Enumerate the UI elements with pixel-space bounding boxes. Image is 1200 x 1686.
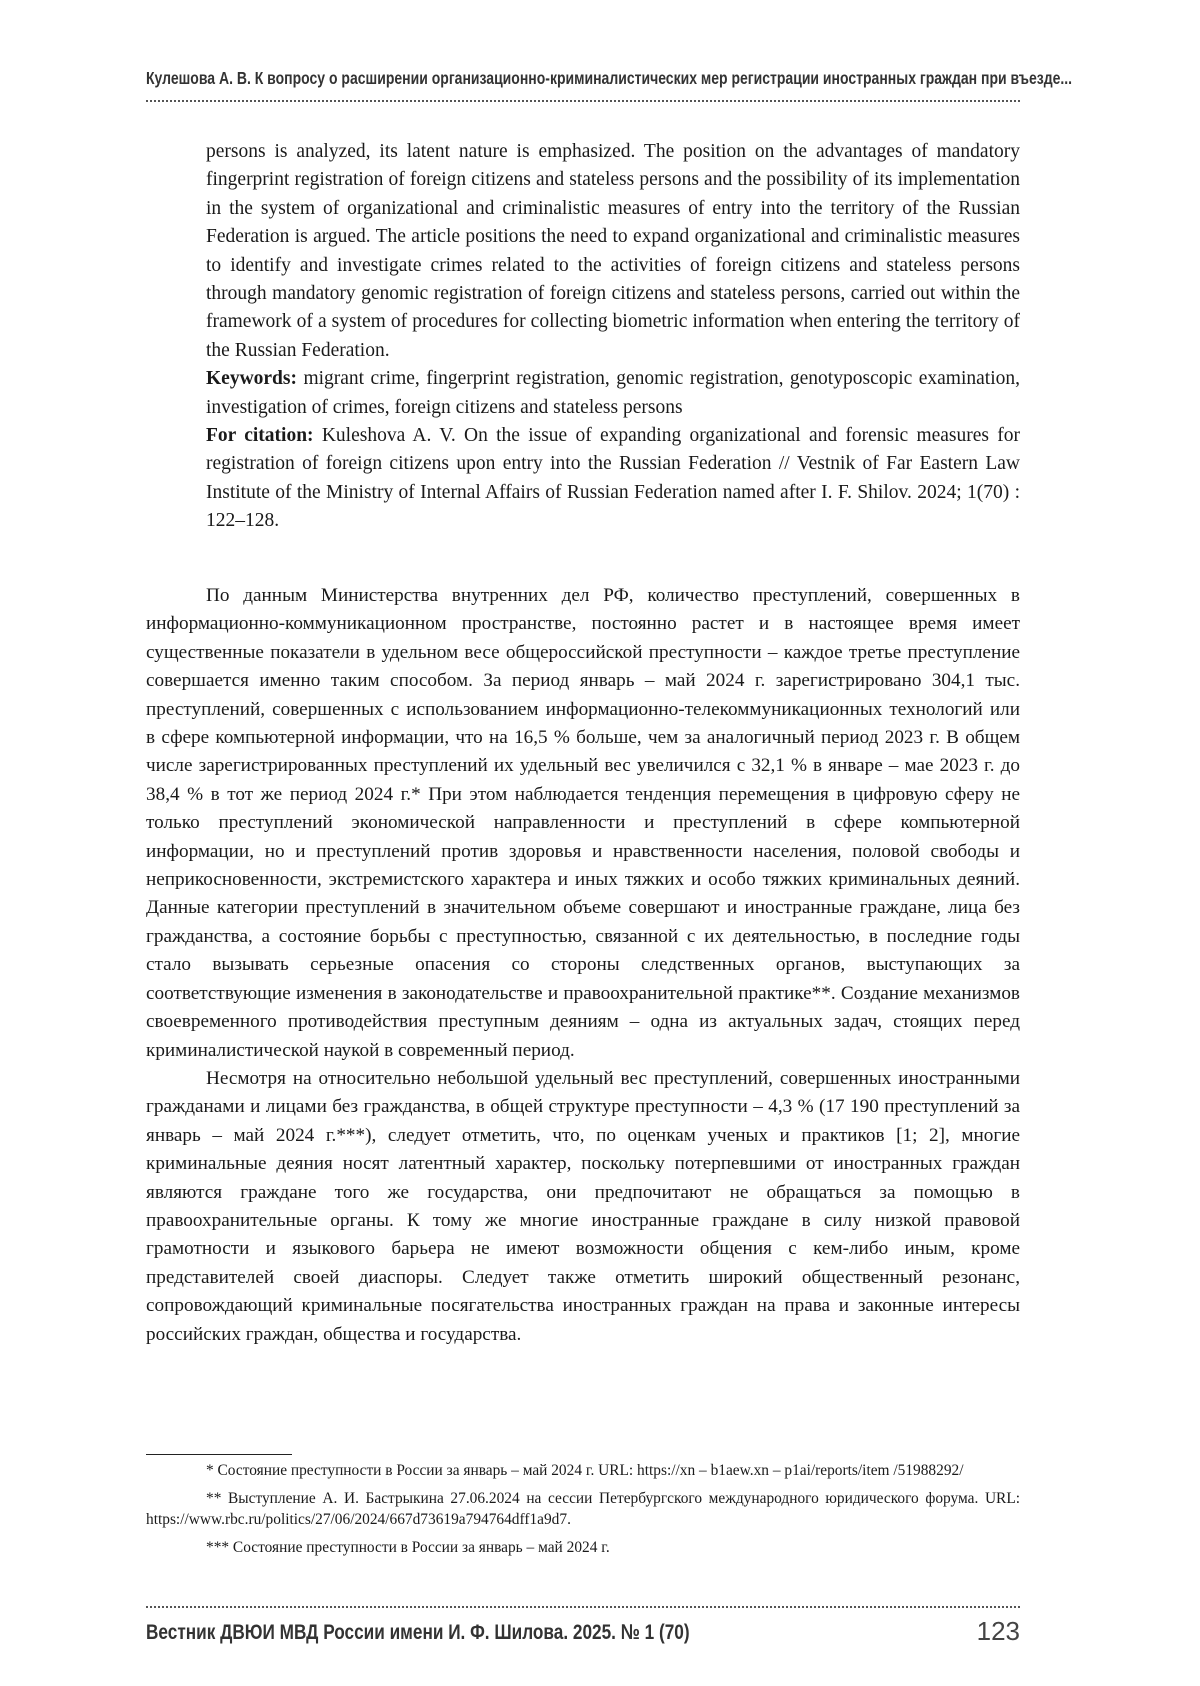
running-header <box>146 68 1073 89</box>
abstract-continuation: persons is analyzed, its latent nature is emphasized. The position on the advantages of mandatory fingerprint registration of foreign citizens and stateless persons and the possibility of its implementation in the system of organizational and criminalistic measures of entry into the territory of the Russian Federation is argued. The article positions the need to expand organizational and criminalistic measures to identify and investigate crimes related to the activities of foreign citizens and stateless persons through mandatory genomic registration of foreign citizens and stateless persons, carried out within the framework of a system of procedures for collecting biometric information when entering the territory of the Russian Federation. <box>206 141 1020 361</box>
journal-footer: Вестник ДВЮИ МВД России имени И. Ф. Шилова. 2025. № 1 (70) <box>146 1620 690 1644</box>
body-paragraph-2: Несмотря на относительно небольшой удельный вес преступлений, совершенных иностранными гражданами и лицами без гражданства, в общей структуре преступности – 4,3 % (17 190 преступлений за январь – май 2024 г.***), следует отметить, что, по оценкам ученых и практиков [1; 2], многие криминальные деяния носят латентный характер, поскольку потерпевшими от иностранных граждан являются граждане того же государства, они предпочитают не обращаться за помощью в правоохранительные органы. К тому же многие иностранные граждане в силу низкой правовой грамотности и языкового барьера не имеют возможности общения с кем-либо иным, кроме представителей своей диаспоры. Следует также отметить широкий общественный резонанс, сопровождающий криминальные посягательства иностранных граждан на права и законные интересы российских граждан, общества и государства. <box>146 1067 1020 1345</box>
header-dotted-rule <box>146 100 1020 102</box>
footer-dotted-rule <box>146 1606 1020 1608</box>
footnote-rule <box>146 1454 292 1455</box>
footnote-3: *** Состояние преступности в России за январь – май 2024 г. <box>206 1539 610 1556</box>
citation-label: For citation: <box>206 425 314 447</box>
abstract-block <box>206 138 1020 536</box>
keywords-text: migrant crime, fingerprint registration, genomic registration, genotyposcopic examination, investigation of crimes, foreign citizens and stateless persons <box>206 368 1020 418</box>
citation-line <box>206 422 1020 536</box>
footnote-2: ** Выступление А. И. Бастрыкина 27.06.2024 на сессии Петербургского международного юридического форума. URL: https://www.rbc.ru/politics/27/06/2024/667d73619a794764dff1a9d7. <box>146 1490 1020 1528</box>
keywords-label: Keywords: <box>206 368 297 390</box>
body-paragraph-1: По данным Министерства внутренних дел РФ, количество преступлений, совершенных в информационно-коммуникационном пространстве, постоянно растет и в настоящее время имеет существенные показатели в удельном весе общероссийской преступности – каждое третье преступление совершается именно таким способом. За период январь – май 2024 г. зарегистрировано 304,1 тыс. преступлений, совершенных с использованием информационно-телекоммуникационных технологий или в сфере компьютерной информации, что на 16,5 % больше, чем за аналогичный период 2023 г. В общем числе зарегистрированных преступлений их удельный вес увеличился с 32,1 % в январе – мае 2023 г. до 38,4 % в тот же период 2024 г.* При этом наблюдается тенденция перемещения в цифровую сферу не только преступлений экономической направленности и преступлений в сфере компьютерной информации, но и преступлений против здоровья и нравственности населения, половой свободы и неприкосновенности, экстремистского характера и иных тяжких и особо тяжких криминальных деяний. Данные категории преступлений в значительном объеме совершают и иностранные граждане, лица без гражданства, а состояние борьбы с преступностью, связанной с их деятельностью, в последние годы стало вызывать серьезные опасения со стороны следственных органов, выступающих за соответствующие изменения в законодательстве и правоохранительной практике**. Создание механизмов своевременного противодействия преступным деяниям – одна из актуальных задач, стоящих перед криминалистической наукой в современный период. <box>146 585 1020 1061</box>
page-number: 123 <box>976 1616 1020 1646</box>
article-body <box>146 582 1020 1349</box>
footnotes <box>146 1460 1020 1565</box>
running-header-title: Кулешова А. В. К вопросу о расширении организационно-криминалистических мер регистрации иностранных граждан при въезде... <box>146 68 1073 88</box>
footnote-1: * Состояние преступности в России за январь – май 2024 г. URL: https://xn – b1aew.xn – p1ai/reports/item /51988292/ <box>206 1462 964 1479</box>
keywords-line <box>206 365 1020 422</box>
citation-text: Kuleshova A. V. On the issue of expanding organizational and forensic measures for registration of foreign citizens upon entry into the Russian Federation // Vestnik of Far Eastern Law Institute of the Ministry of Internal Affairs of Russian Federation named after I. F. Shilov. 2024; 1(70) : 122–128. <box>206 425 1021 532</box>
